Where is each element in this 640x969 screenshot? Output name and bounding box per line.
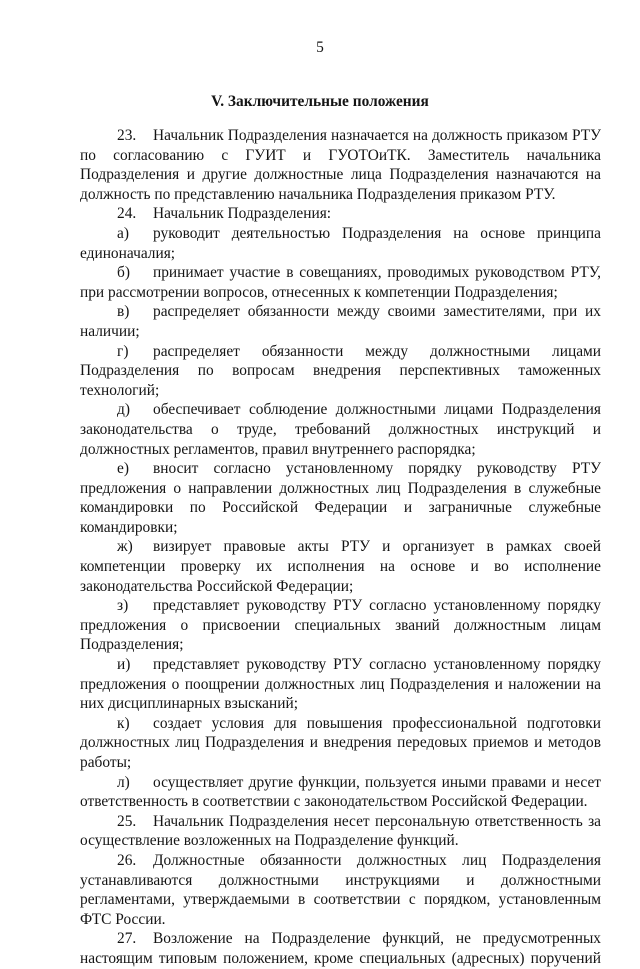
paragraph-item	[80, 126, 601, 204]
paragraph-label: л)	[117, 773, 130, 791]
paragraph-text: создает условия для повышения профессиональной подготовки должностных лиц Подразделения и внедрения передовых приемов и методов работы;	[80, 714, 601, 771]
paragraph-text: обеспечивает соблюдение должностными лицами Подразделения законодательства о труде, требований должностных инструкций и должностных регламентов, правил внутреннего распорядка;	[80, 401, 601, 458]
paragraph-label: 23.	[117, 127, 137, 144]
paragraph-text: Должностные обязанности должностных лиц Подразделения устанавливаются должностными инструкциями и должностными регламентами, утверждаемыми в соответствии с порядком, установленным ФТС России.	[80, 851, 601, 928]
paragraph-item	[80, 596, 601, 655]
paragraph-item	[80, 263, 601, 302]
paragraph-text: Начальник Подразделения несет персональную ответственность за осуществление возложенных на Подразделение функций.	[80, 812, 601, 850]
paragraph-item	[80, 302, 601, 341]
paragraph-item	[80, 929, 601, 968]
paragraph-item	[80, 537, 601, 596]
page-number: 5	[316, 39, 324, 56]
paragraph-item	[80, 773, 601, 812]
paragraph-label: а)	[117, 224, 129, 242]
paragraph-text: визирует правовые акты РТУ и организует в рамках своей компетенции проверку их исполнения на основе и во исполнение законодательства Российской Федерации;	[80, 538, 601, 595]
paragraph-text: руководит деятельностью Подразделения на основе принципа единоначалия;	[80, 224, 601, 262]
paragraph-text: Начальник Подразделения:	[153, 205, 332, 223]
paragraph-text: представляет руководству РТУ согласно установленному порядку предложения о поощрении должностных лиц Подразделения и наложении на них дисциплинарных взысканий;	[80, 656, 601, 713]
paragraph-text: Начальник Подразделения назначается на должность приказом РТУ по согласованию с ГУИТ и ГУОТОиТК. Заместитель начальника Подразделения и другие должностные лица Подразделения назначаются на должность по представлению начальника Подразделения приказом РТУ.	[80, 127, 601, 203]
paragraph-label: 24.	[117, 205, 137, 223]
paragraph-label: 26.	[117, 851, 137, 869]
paragraph-item	[80, 655, 601, 714]
paragraph-label: 27.	[117, 930, 137, 948]
paragraph-label: д)	[117, 401, 130, 419]
paragraph-text: представляет руководству РТУ согласно установленному порядку предложения о присвоении специальных званий должностным лицам Подразделения;	[80, 597, 601, 654]
paragraph-label: е)	[117, 460, 129, 478]
paragraph-item	[80, 851, 601, 929]
paragraph-label: и)	[117, 656, 131, 674]
paragraph-text: принимает участие в совещаниях, проводимых руководством РТУ, при рассмотрении вопросов, отнесенных к компетенции Подразделения;	[80, 264, 601, 301]
paragraph-label: в)	[117, 303, 130, 321]
paragraph-text: Возложение на Подразделение функций, не предусмотренных настоящим типовым положением, кроме специальных (адресных) поручений	[80, 930, 601, 967]
paragraph-item	[80, 812, 601, 851]
paragraph-label: б)	[117, 264, 130, 282]
paragraph-text: распределяет обязанности между должностными лицами Подразделения по вопросам внедрения перспективных таможенных технологий;	[80, 342, 601, 399]
paragraph-item	[80, 342, 601, 401]
paragraph-item	[80, 204, 601, 224]
paragraph-item	[80, 459, 601, 537]
paragraph-label: 25.	[117, 812, 137, 830]
paragraph-label: г)	[117, 342, 129, 360]
paragraph-text: осуществляет другие функции, пользуется иными правами и несет ответственность в соответствии с законодательством Российской Федерации.	[80, 773, 601, 811]
paragraph-text: распределяет обязанности между своими заместителями, при их наличии;	[80, 303, 601, 340]
paragraph-label: ж)	[117, 538, 133, 556]
paragraph-label: з)	[117, 597, 129, 615]
section-title: V. Заключительные положения	[211, 93, 429, 110]
paragraph-item	[80, 400, 601, 459]
paragraph-label: к)	[117, 714, 130, 732]
paragraph-item	[80, 714, 601, 773]
paragraph-item	[80, 224, 601, 263]
document-body	[80, 126, 601, 969]
paragraph-text: вносит согласно установленному порядку руководству РТУ предложения о направлении должностных лиц Подразделения в служебные командировки по Российской Федерации и заграничные служебные командировки;	[80, 460, 601, 536]
